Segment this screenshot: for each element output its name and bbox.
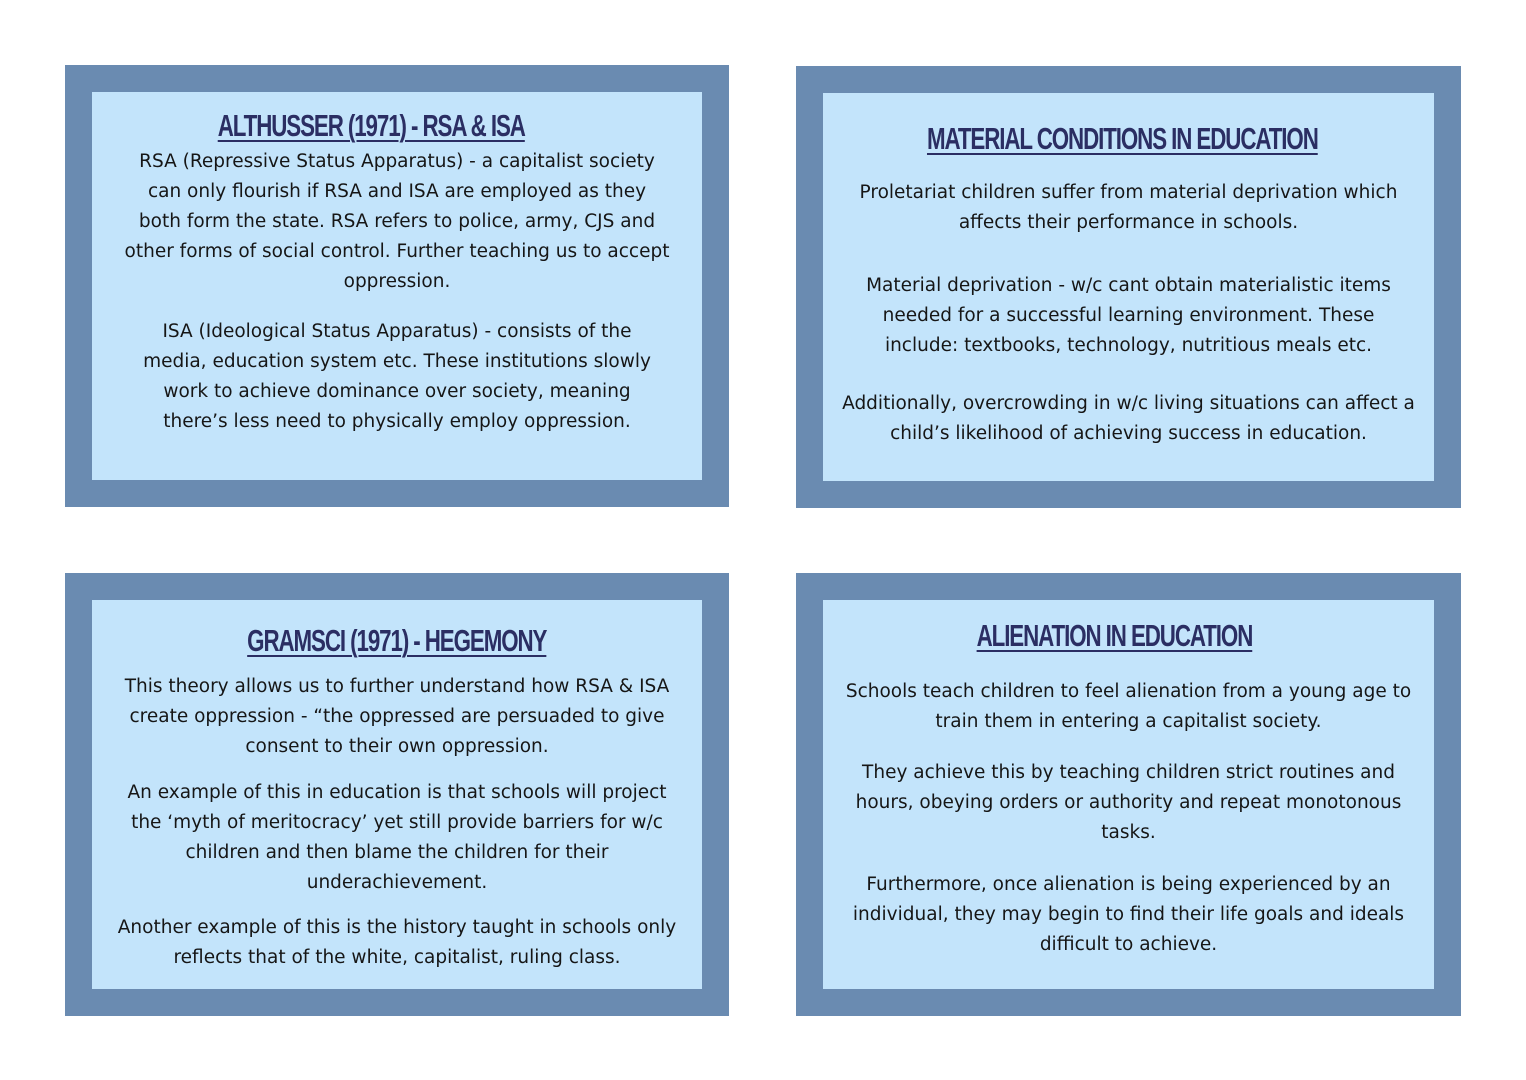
card-material-conditions-paragraph-2: Material deprivation - w/c cant obtain materialistic items needed for a successful learning environment. These include: textbooks, technology, nutritious meals etc.	[866, 275, 1391, 356]
card-material-conditions-title: MATERIAL CONDITIONS IN EDUCATION	[927, 121, 1318, 156]
card-material-conditions-panel	[823, 93, 1434, 481]
card-gramsci-title: GRAMSCI (1971) - HEGEMONY	[247, 623, 547, 658]
card-alienation-paragraph-3: Furthermore, once alienation is being experienced by an individual, they may begin to find their life goals and ideals difficult to achieve.	[852, 874, 1405, 955]
card-althusser	[65, 65, 729, 507]
card-gramsci-paragraph-1: This theory allows us to further understand how RSA & ISA create oppression - “the oppressed are persuaded to give consent to their own oppression.	[124, 676, 670, 757]
card-alienation-paragraph-2: They achieve this by teaching children strict routines and hours, obeying orders or authority and repeat monotonous tasks.	[855, 762, 1402, 843]
card-alienation	[796, 573, 1461, 1016]
card-alienation-title: ALIENATION IN EDUCATION	[976, 618, 1253, 653]
card-material-conditions-paragraph-3: Additionally, overcrowding in w/c living situations can affect a child’s likelihood of achieving success in education.	[842, 393, 1415, 444]
card-alienation-paragraph-1: Schools teach children to feel alienation from a young age to train them in entering a capitalist society.	[845, 681, 1412, 732]
card-althusser-title: ALTHUSSER (1971) - RSA & ISA	[217, 108, 525, 143]
card-alienation-panel	[823, 600, 1434, 989]
card-althusser-panel	[92, 92, 702, 480]
card-gramsci-paragraph-3: Another example of this is the history taught in schools only reflects that of the white, capitalist, ruling class.	[117, 917, 677, 968]
card-gramsci-panel	[92, 600, 702, 989]
card-althusser-paragraph-rsa: RSA (Repressive Status Apparatus) - a capitalist society can only flourish if RSA and ISA are employed as they both form the state. RSA refers to police, army, CJS and other forms of social control. Further teaching us to accept oppression.	[124, 151, 670, 292]
card-material-conditions-paragraph-1: Proletariat children suffer from material deprivation which affects their performance in schools.	[859, 182, 1398, 233]
card-material-conditions	[796, 66, 1461, 508]
card-gramsci	[65, 573, 729, 1016]
card-gramsci-paragraph-2: An example of this in education is that schools will project the ‘myth of meritocracy’ yet still provide barriers for w/c children and then blame the children for their underachievement.	[127, 782, 667, 893]
card-althusser-paragraph-isa: ISA (Ideological Status Apparatus) - consists of the media, education system etc. These institutions slowly work to achieve dominance over society, meaning there’s less need to physically employ oppression.	[143, 321, 651, 432]
